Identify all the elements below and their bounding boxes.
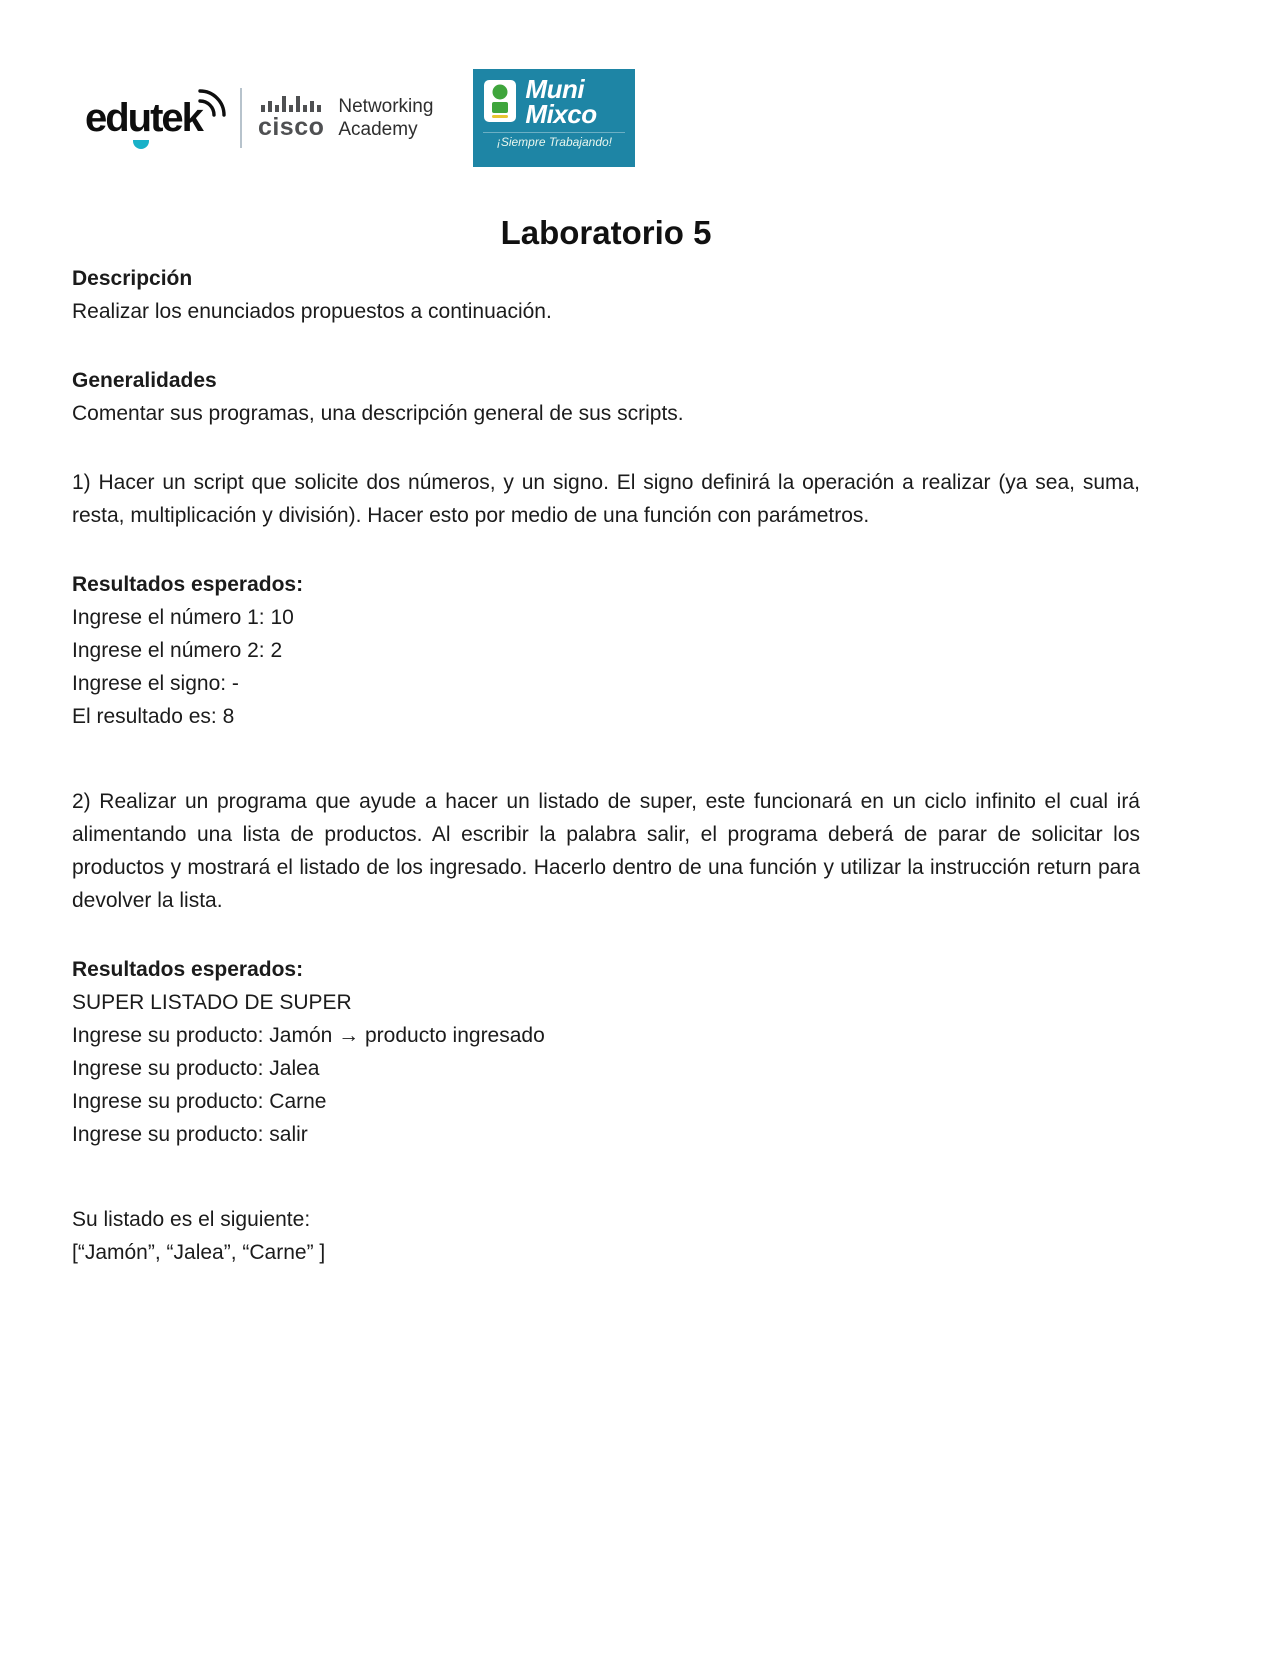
cisco-logo [258, 95, 433, 141]
muni-logo-top [483, 74, 625, 129]
exercise-1-text: 1) Hacer un script que solicite dos números, y un signo. El signo definirá la operación a realizar (ya sea, suma, resta, multiplicación y división). Hacer esto por medio de una función con parámetros. [72, 471, 1140, 527]
listado-value: [“Jamón”, “Jalea”, “Carne” ] [72, 1241, 326, 1264]
expected-output-line: SUPER LISTADO DE SUPER [72, 991, 352, 1014]
heading-resultados-1: Resultados esperados: [72, 573, 304, 596]
expected-output-line: Ingrese su producto: Jalea [72, 1057, 320, 1080]
text-descripcion: Realizar los enunciados propuestos a continuación. [72, 300, 552, 323]
edutek-logo [85, 95, 232, 141]
muni-emblem-icon [483, 79, 517, 125]
edutek-accent-dot [133, 140, 149, 149]
cisco-sub-line1: Networking [338, 96, 434, 117]
page-title: Laboratorio 5 [500, 214, 712, 251]
heading-resultados-2: Resultados esperados: [72, 958, 304, 981]
header-logos [85, 68, 1280, 168]
wifi-arcs-icon [196, 83, 232, 119]
expected-output-line: Ingrese su producto: Jamón → producto ingresado [72, 1024, 545, 1047]
expected-output-line: Ingrese el número 2: 2 [72, 639, 283, 662]
logo-divider [240, 88, 242, 148]
expected-output-line: Ingrese el número 1: 10 [72, 606, 294, 629]
muni-tagline: ¡Siempre Trabajando! [483, 132, 625, 149]
cisco-name: cisco [257, 113, 325, 141]
edutek-wordmark: edutek [85, 96, 202, 140]
text-generalidades: Comentar sus programas, una descripción general de sus scripts. [72, 402, 684, 425]
cisco-sub-line2: Academy [338, 119, 418, 140]
muni-mixco-logo [473, 69, 635, 167]
heading-generalidades: Generalidades [72, 369, 217, 392]
expected-output-line: El resultado es: 8 [72, 705, 235, 728]
document-body [72, 262, 1140, 1269]
muni-name-line1: Muni [525, 74, 585, 104]
expected-output-line: Ingrese su producto: Carne [72, 1090, 327, 1113]
cisco-wordmark [258, 96, 324, 140]
muni-name [525, 74, 597, 129]
heading-descripcion: Descripción [72, 267, 193, 290]
expected-output-line: Ingrese su producto: salir [72, 1123, 308, 1146]
listado-intro: Su listado es el siguiente: [72, 1208, 311, 1231]
expected-output-line: Ingrese el signo: - [72, 672, 239, 695]
cisco-academy-text [338, 95, 433, 141]
cisco-bridge-icon [261, 96, 321, 114]
exercise-2-text: 2) Realizar un programa que ayude a hacer un listado de super, este funcionará en un ciclo infinito el cual irá alimentando una lista de productos. Al escribir la palabra salir, el programa deberá de parar de solicitar los productos y mostrará el listado de los ingresado. Hacerlo dentro de una función y utilizar la instrucción return para devolver la lista. [72, 790, 1140, 912]
muni-name-line2: Mixco [525, 99, 597, 129]
